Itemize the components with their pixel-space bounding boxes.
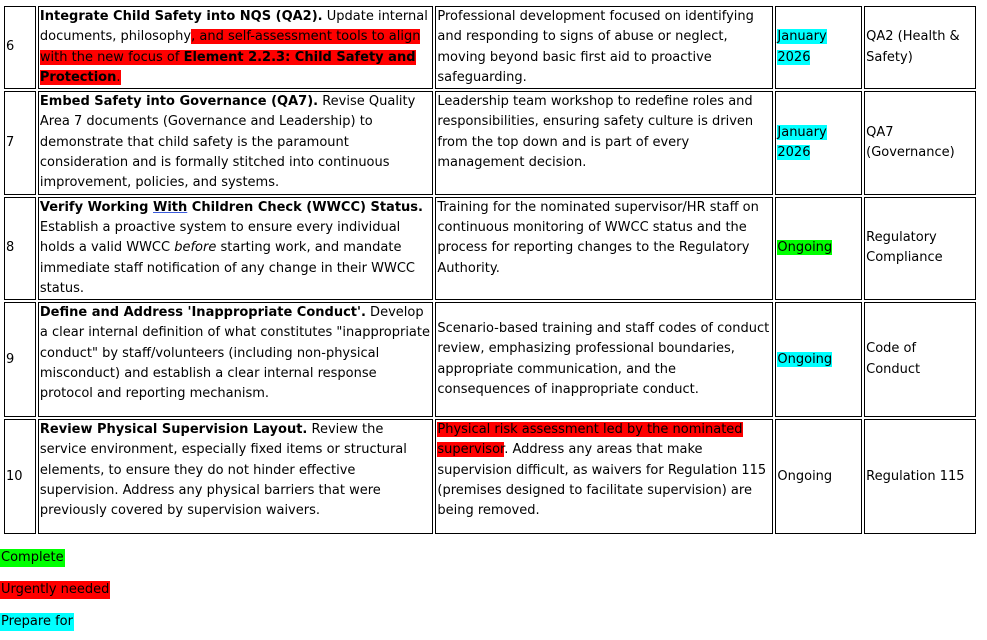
action-description: Integrate Child Safety into NQS (QA2). Update internal documents, philosophy, and self-assessment tools to align with the new focus of Element 2.2.3: Child Safety and Protection. — [38, 6, 434, 89]
reference-cell: Regulatory Compliance — [864, 197, 976, 300]
reference-cell: QA7 (Governance) — [864, 91, 976, 194]
action-title: Integrate Child Safety into NQS (QA2). — [39, 9, 323, 24]
professional-development: Professional development focused on identifying and responding to signs of abuse or neglect, moving beyond basic first aid to proactive safeguarding. — [435, 6, 773, 89]
legend-urgent: Urgently needed — [1, 582, 110, 597]
action-title: Verify Working With Children Check (WWCC) Status. — [39, 199, 423, 215]
prepare-highlight: January 2026 — [777, 29, 827, 65]
timeline-cell — [775, 91, 862, 194]
action-title: Define and Address 'Inappropriate Conduct'. — [39, 305, 366, 321]
professional-development: Physical risk assessment led by the nominated supervisor. Address any areas that make supervision difficult, as waivers for Regulation 115 (premises designed to facilitate supervision) are being removed. — [435, 419, 773, 534]
prepare-highlight: Ongoing — [777, 351, 833, 367]
timeline-cell — [775, 197, 862, 300]
professional-development: Training for the nominated supervisor/HR staff on continuous monitoring of WWCC status and the process for reporting changes to the Regulatory Authority. — [435, 197, 773, 300]
reference-cell: Regulation 115 — [864, 419, 976, 534]
urgent-highlight: Physical risk assessment led by the nominated supervisor — [437, 422, 743, 458]
legend-prepare: Prepare for — [1, 614, 73, 629]
table-row — [4, 91, 976, 194]
table-row — [4, 6, 976, 89]
timeline-cell — [775, 302, 862, 417]
complete-highlight: Ongoing — [777, 240, 833, 256]
reference-cell: QA2 (Health & Safety) — [864, 6, 976, 89]
action-title: Review Physical Supervision Layout. — [39, 422, 308, 438]
action-description: Review Physical Supervision Layout. Review the service environment, especially fixed items or structural elements, to ensure they do not hinder effective supervision. Address any physical barriers that were previously covered by supervision waivers. — [38, 419, 434, 534]
row-number: 8 — [4, 197, 36, 300]
row-number: 7 — [4, 91, 36, 194]
row-number: 10 — [4, 419, 36, 534]
action-plan-table — [2, 4, 978, 536]
action-description: Embed Safety into Governance (QA7). Revise Quality Area 7 documents (Governance and Leadership) to demonstrate that child safety is the paramount consideration and is formally stitched into continuous improvement, policies, and systems. — [38, 91, 434, 194]
prepare-highlight: January 2026 — [777, 124, 827, 160]
action-title: Embed Safety into Governance (QA7). — [39, 94, 319, 110]
professional-development: Leadership team workshop to redefine roles and responsibilities, ensuring safety culture is driven from the top down and is part of every management decision. — [435, 91, 773, 194]
timeline-cell — [775, 6, 862, 89]
legend-complete: Complete — [1, 550, 64, 565]
professional-development: Scenario-based training and staff codes of conduct review, emphasizing professional boundaries, appropriate communication, and the consequences of inappropriate conduct. — [435, 302, 773, 417]
action-description: Define and Address 'Inappropriate Conduct'. Develop a clear internal definition of what constitutes "inappropriate conduct" by staff/volunteers (including non-physical misconduct) and establish a clear internal response protocol and reporting mechanism. — [38, 302, 434, 417]
row-number: 6 — [4, 6, 36, 89]
row-number: 9 — [4, 302, 36, 417]
urgent-highlight: , and self-assessment tools to align with the new focus of Element 2.2.3: Child Safety and Protection. — [39, 29, 421, 85]
table-row — [4, 302, 976, 417]
reference-cell: Code of Conduct — [864, 302, 976, 417]
action-description: Verify Working With Children Check (WWCC) Status. Establish a proactive system to ensure every individual holds a valid WWCC before starting work, and mandate immediate staff notification of any change in their WWCC status. — [38, 197, 434, 300]
timeline-cell: Ongoing — [775, 419, 862, 534]
table-row — [4, 197, 976, 300]
table-row — [4, 419, 976, 534]
